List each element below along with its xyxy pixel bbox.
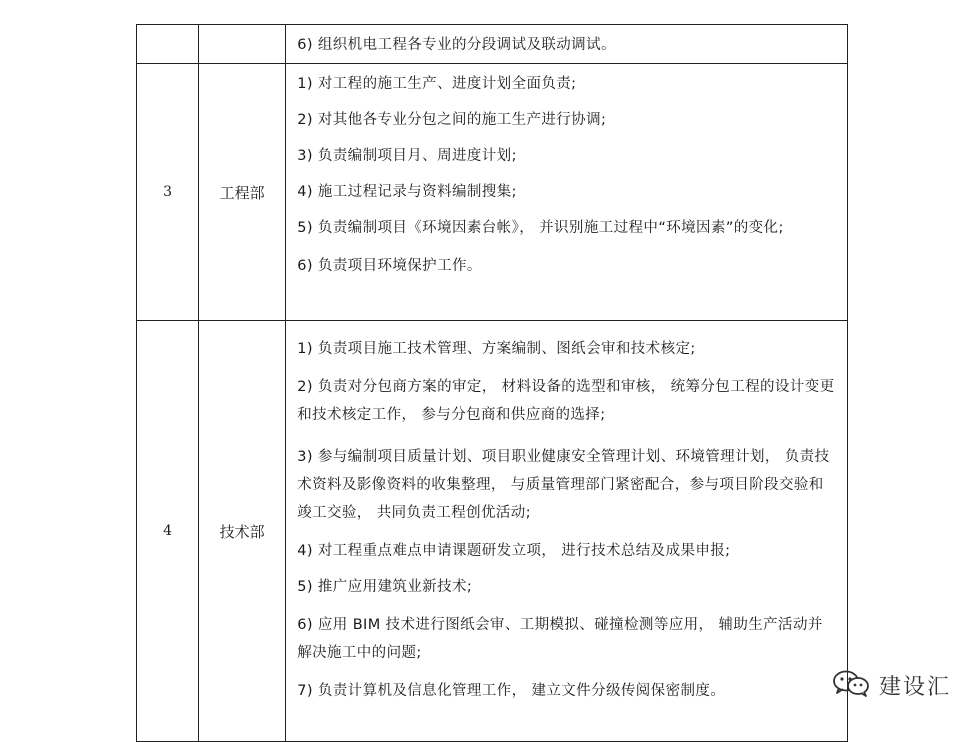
row-number xyxy=(137,25,199,64)
table-row xyxy=(137,25,848,64)
department-name xyxy=(199,25,286,64)
duty-item: 4) 对工程重点难点申请课题研发立项， 进行技术总结及成果申报; xyxy=(297,543,731,559)
row-number: 3 xyxy=(137,64,199,321)
department-name: 技术部 xyxy=(199,321,286,742)
duty-cell xyxy=(286,25,848,64)
duty-item: 3) 参与编制项目质量计划、项目职业健康安全管理计划、环境管理计划， 负责技术资料及影像资料的收集整理， 与质量管理部门紧密配合，参与项目阶段交验和竣工交验， 共同负责工程创优活动; xyxy=(297,449,830,521)
duty-list xyxy=(297,321,837,705)
duty-item: 6) 应用 BIM 技术进行图纸会审、工期模拟、碰撞检测等应用， 辅助生产活动并解决施工中的问题; xyxy=(297,617,823,661)
duty-item: 6) 负责项目环境保护工作。 xyxy=(297,258,482,274)
duty-item: 6) 组织机电工程各专业的分段调试及联动调试。 xyxy=(297,37,616,53)
duty-item: 2) 负责对分包商方案的审定， 材料设备的选型和审核， 统筹分包工程的设计变更和技术核定工作， 参与分包商和供应商的选择; xyxy=(297,379,835,423)
duty-item: 1) 负责项目施工技术管理、方案编制、图纸会审和技术核定; xyxy=(297,341,696,357)
responsibility-table xyxy=(136,24,848,742)
duty-item: 5) 负责编制项目《环境因素台帐》， 并识别施工过程中“环境因素”的变化; xyxy=(297,220,784,236)
duty-item: 4) 施工过程记录与资料编制搜集; xyxy=(297,184,517,200)
duty-item: 5) 推广应用建筑业新技术; xyxy=(297,579,473,595)
duty-cell xyxy=(286,64,848,321)
duty-item: 7) 负责计算机及信息化管理工作， 建立文件分级传阅保密制度。 xyxy=(297,683,726,699)
row-number: 4 xyxy=(137,321,199,742)
duty-list xyxy=(297,64,837,280)
department-name: 工程部 xyxy=(199,64,286,321)
duty-item: 2) 对其他各专业分包之间的施工生产进行协调; xyxy=(297,112,607,128)
duty-item: 3) 负责编制项目月、周进度计划; xyxy=(297,148,517,164)
duty-cell xyxy=(286,321,848,742)
watermark xyxy=(831,668,951,702)
duty-list xyxy=(297,25,837,59)
table-row xyxy=(137,64,848,321)
watermark-text: 建设汇 xyxy=(878,674,951,700)
duty-item: 1) 对工程的施工生产、进度计划全面负责; xyxy=(297,76,577,92)
table-row xyxy=(137,321,848,742)
wechat-icon xyxy=(831,668,871,702)
